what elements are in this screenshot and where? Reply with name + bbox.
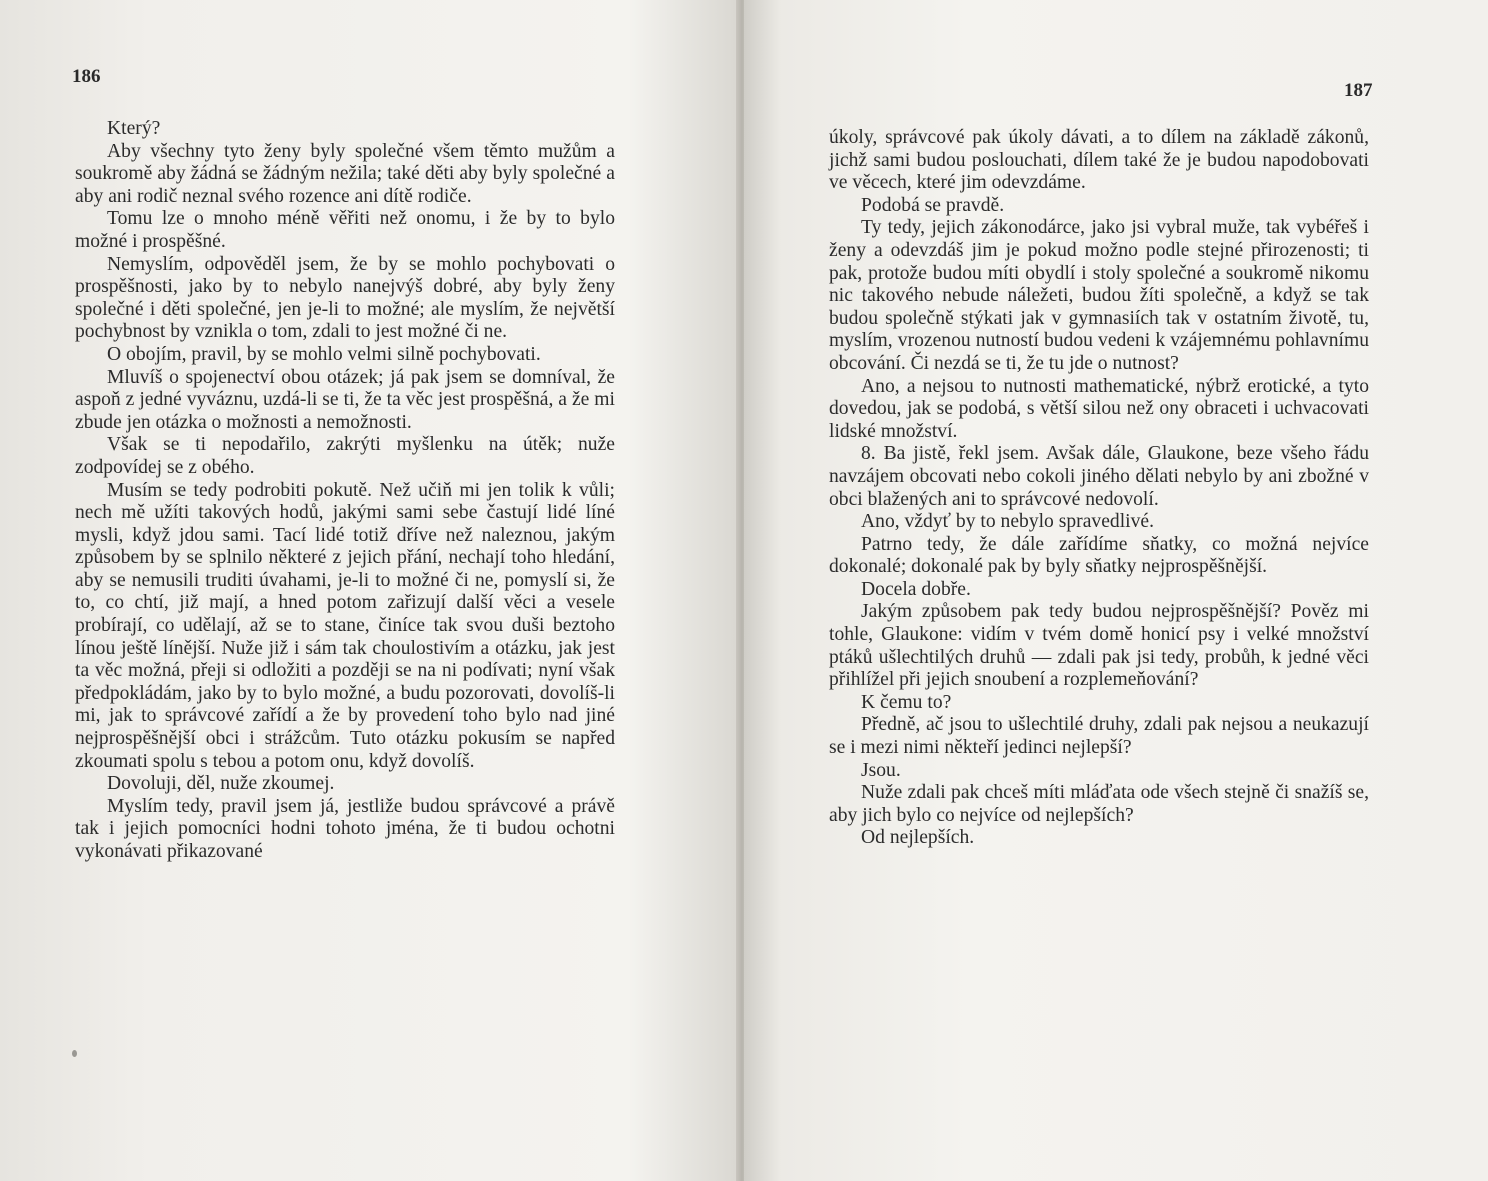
paragraph: Ano, vždyť by to nebylo spravedlivé.: [861, 511, 1154, 533]
page-number-left: 186: [72, 66, 101, 87]
paragraph: Nuže zdali pak chceš míti mláďata ode všech stejně či snažíš se, aby jich bylo co nejvíce od nejlepších?: [829, 782, 1369, 826]
paragraph: Tomu lze o mnoho méně věřiti než onomu, i že by to bylo možné i prospěšné.: [75, 208, 615, 252]
paragraph: Patrno tedy, že dále zařídíme sňatky, co možná nejvíce dokonalé; dokonalé pak by byly sňatky nejprospěšnější.: [829, 533, 1369, 578]
paragraph: Však se ti nepodařilo, zakrýti myšlenku na útěk; nuže zodpovídej se z obého.: [75, 434, 615, 478]
paragraph: Musím se tedy podrobiti pokutě. Než učiň mi jen tolik k vůli; nech mě užíti takových hodů, jakými sami sebe častují lidé líné mysli, když jdou sami. Tací lidé totiž dříve než naleznou, jakým způsobem by se splnilo některé z jejich přání, nechají toho hledání, aby se nemusili truditi úvahami, je-li to možné či ne, pomyslí si, že to, co chtí, již mají, a hned potom zařizují další věci a vesele probírají, co udělají, až se to stane, činíce tak svou duši beztoho línou ještě línější. Nuže již i sám tak choulostivím a otázku, jak jest ta věc možná, přeji si odložiti a později se na ni podívati; nyní však předpokládám, jako by to bylo možné, a budu pozorovati, dovolíš-li mi, jak to správcové zařídí a že by provedení toho bylo nad jiné nejprospěšnější obci i strážcům. Tuto otázku pokusím se napřed zkoumati spolu s tebou a potom onu, když dovolíš.: [75, 479, 615, 772]
left-page: [0, 0, 740, 1181]
paragraph: Ano, a nejsou to nutnosti mathematické, nýbrž erotické, a tyto dovedou, jak se podobá, s větší silou než ony obraceti i uchvacovati lidské množství.: [829, 375, 1369, 442]
paragraph: Ty tedy, jejich zákonodárce, jako jsi vybral muže, tak vybéřeš i ženy a odevzdáš jim je pokud možno podle stejné přirozenosti; ti pak, protože budou míti obydlí i stoly společné a soukromě nikomu nic takového nebude náležeti, budou žíti společně, a když se tak budou společně stýkati jak v gymnasiích tak v ostatním životě, tu, myslím, vrozenou nutností budou vedeni k vzájemnému pohlavnímu obcování. Či nezdá se ti, že tu jde o nutnost?: [829, 217, 1369, 374]
page-number-right: 187: [1344, 80, 1373, 101]
paragraph: K čemu to?: [861, 691, 952, 713]
paragraph: Od nejlepších.: [861, 827, 975, 849]
right-page-text: [829, 127, 1369, 850]
paragraph: Nemyslím, odpověděl jsem, že by se mohlo pochybovati o prospěšnosti, jako by to nebylo nanejvýš dobré, aby byly ženy společné i děti společné, jen je-li to možné; ale myslím, že největší pochybnost by vznikla o tom, zdali to jest možné či ne.: [75, 253, 615, 343]
left-page-text: [75, 118, 615, 864]
paragraph: Jsou.: [861, 759, 901, 781]
paragraph: Jakým způsobem pak tedy budou nejprospěšnější? Pověz mi tohle, Glaukone: vidím v tvém domě honicí psy i velké množství ptáků ušlechtilých druhů — zdali pak jsi tedy, probůh, k jedné věci přihlížel při jejich snoubení a rozplemeňování?: [829, 601, 1369, 691]
paragraph: Mluvíš o spojenectví obou otázek; já pak jsem se domníval, že aspoň z jedné vyváznu, uzdá-li se ti, že ta věc jest prospěšná, a že mi zbude jen otázka o možnosti a nemožnosti.: [75, 366, 615, 433]
paragraph: Myslím tedy, pravil jsem já, jestliže budou správcové a právě tak i jejich pomocníci hodni tohoto jména, že ti budou ochotni vykonávati přikazované: [75, 795, 615, 862]
paragraph: 8. Ba jistě, řekl jsem. Avšak dále, Glaukone, beze všeho řádu navzájem obcovati nebo cokoli jiného dělati nebylo by ani zbožné v obci blažených ani to správcové nedovolí.: [829, 443, 1369, 510]
paragraph: Který?: [107, 118, 161, 139]
paragraph: Dovoluji, děl, nuže zkoumej.: [107, 773, 335, 795]
paragraph: úkoly, správcové pak úkoly dávati, a to dílem na základě zákonů, jichž sami budou poslouchati, dílem také že je budou napodobovati ve věcech, které jim odevzdáme.: [829, 127, 1369, 194]
ink-smudge: [72, 1050, 77, 1057]
paragraph: O obojím, pravil, by se mohlo velmi silně pochybovati.: [107, 343, 541, 365]
paragraph: Docela dobře.: [861, 578, 971, 600]
paragraph: Podobá se pravdě.: [861, 194, 1005, 216]
paragraph: Předně, ač jsou to ušlechtilé druhy, zdali pak nejsou a neukazují se i mezi nimi někteří jedinci nejlepší?: [829, 714, 1369, 759]
paragraph: Aby všechny tyto ženy byly společné všem těmto mužům a soukromě aby žádná se žádným nežila; také děti aby byly společné a aby ani rodič neznal svého rozence ani dítě rodiče.: [75, 140, 615, 207]
